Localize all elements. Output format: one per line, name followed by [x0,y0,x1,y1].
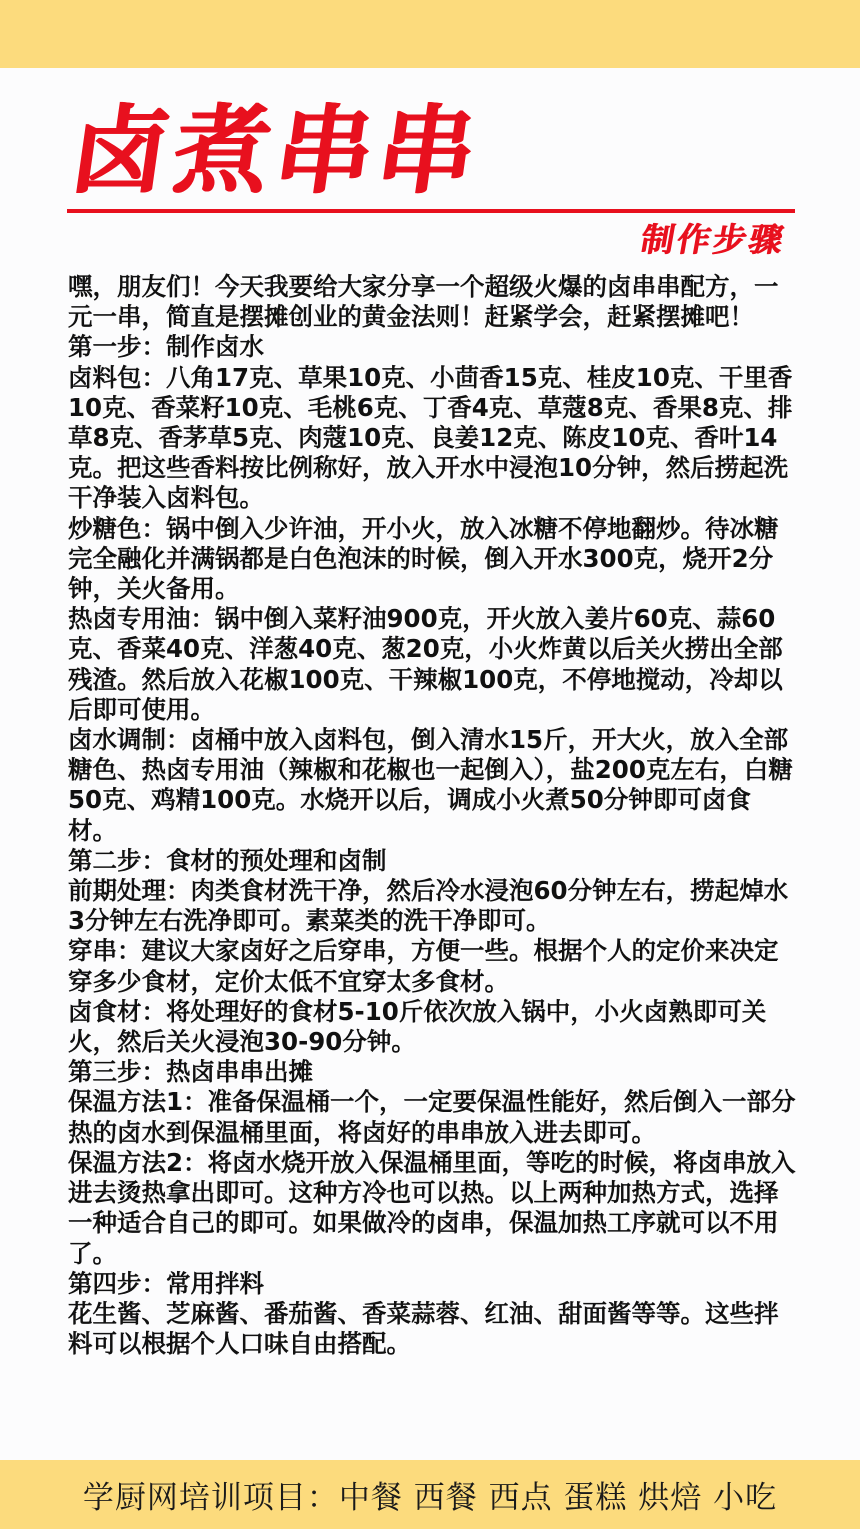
braise-paragraph: 卤食材：将处理好的食材5-10斤依次放入锅中，小火卤熟即可关火，然后关火浸泡30-90分钟。 [68,996,767,1057]
intro-paragraph: 嘿，朋友们！今天我要给大家分享一个超级火爆的卤串串配方，一元一串，简直是摆摊创业的黄金法则！赶紧学会，赶紧摆摊吧！ [68,272,779,332]
page-title: 卤煮串串 [63,95,488,207]
page-subtitle: 制作步骤 [637,220,789,259]
warming-method-2-paragraph: 保温方法2：将卤水烧开放入保温桶里面，等吃的时候，将卤串放入进去烫热拿出即可。这种方冷也可以热。以上两种加热方式，选择一种适合自己的即可。如果做冷的卤串，保温加热工序就可以不用了。 [68,1147,796,1268]
step-heading: 第四步：常用拌料 [68,1268,264,1298]
step-heading: 第一步：制作卤水 [68,332,264,362]
step-heading: 第三步：热卤串串出摊 [68,1057,313,1087]
sauces-paragraph: 花生酱、芝麻酱、番茄酱、香菜蒜蓉、红油、甜面酱等等。这些拌料可以根据个人口味自由搭配。 [68,1298,779,1359]
footer-text: 学厨网培训项目：中餐 西餐 西点 蛋糕 烘焙 小吃 [82,1480,778,1516]
top-banner [0,0,860,68]
caramel-paragraph: 炒糖色：锅中倒入少许油，开小火，放入冰糖不停地翻炒。待冰糖完全融化并满锅都是白色泡沫的时候，倒入开水300克，烧开2分钟，关火备用。 [68,513,779,604]
warming-method-1-paragraph: 保温方法1：准备保温桶一个，一定要保温性能好，然后倒入一部分热的卤水到保温桶里面，将卤好的串串放入进去即可。 [68,1087,796,1147]
recipe-body [68,272,798,1359]
spice-pack-paragraph: 卤料包：八角17克、草果10克、小茴香15克、桂皮10克、干里香10克、香菜籽10克、毛桃6克、丁香4克、草蔻8克、香果8克、排草8克、香茅草5克、肉蔻10克、良姜12克、陈皮10克、香叶14克。把这些香料按比例称好，放入开水中浸泡10分钟，然后捞起洗干净装入卤料包。 [68,362,793,513]
brine-paragraph: 卤水调制：卤桶中放入卤料包，倒入清水15斤，开大火，放入全部糖色、热卤专用油（辣椒和花椒也一起倒入），盐200克左右，白糖50克、鸡精100克。水烧开以后，调成小火煮50分钟即可卤食材。 [68,725,793,845]
hot-oil-paragraph: 热卤专用油：锅中倒入菜籽油900克，开火放入姜片60克、蒜60克、香菜40克、洋葱40克、葱20克，小火炸黄以后关火捞出全部残渣。然后放入花椒100克、干辣椒100克，不停地搅动，冷却以后即可使用。 [68,604,783,724]
step-heading: 第二步：食材的预处理和卤制 [68,845,387,875]
prep-paragraph: 前期处理：肉类食材洗干净，然后冷水浸泡60分钟左右，捞起焯水3分钟左右洗净即可。素菜类的洗干净即可。 [68,876,789,936]
title-divider [67,209,795,213]
footer-banner [0,1460,860,1529]
skewer-paragraph: 穿串：建议大家卤好之后穿串，方便一些。根据个人的定价来决定穿多少食材，定价太低不宜穿太多食材。 [68,936,779,996]
